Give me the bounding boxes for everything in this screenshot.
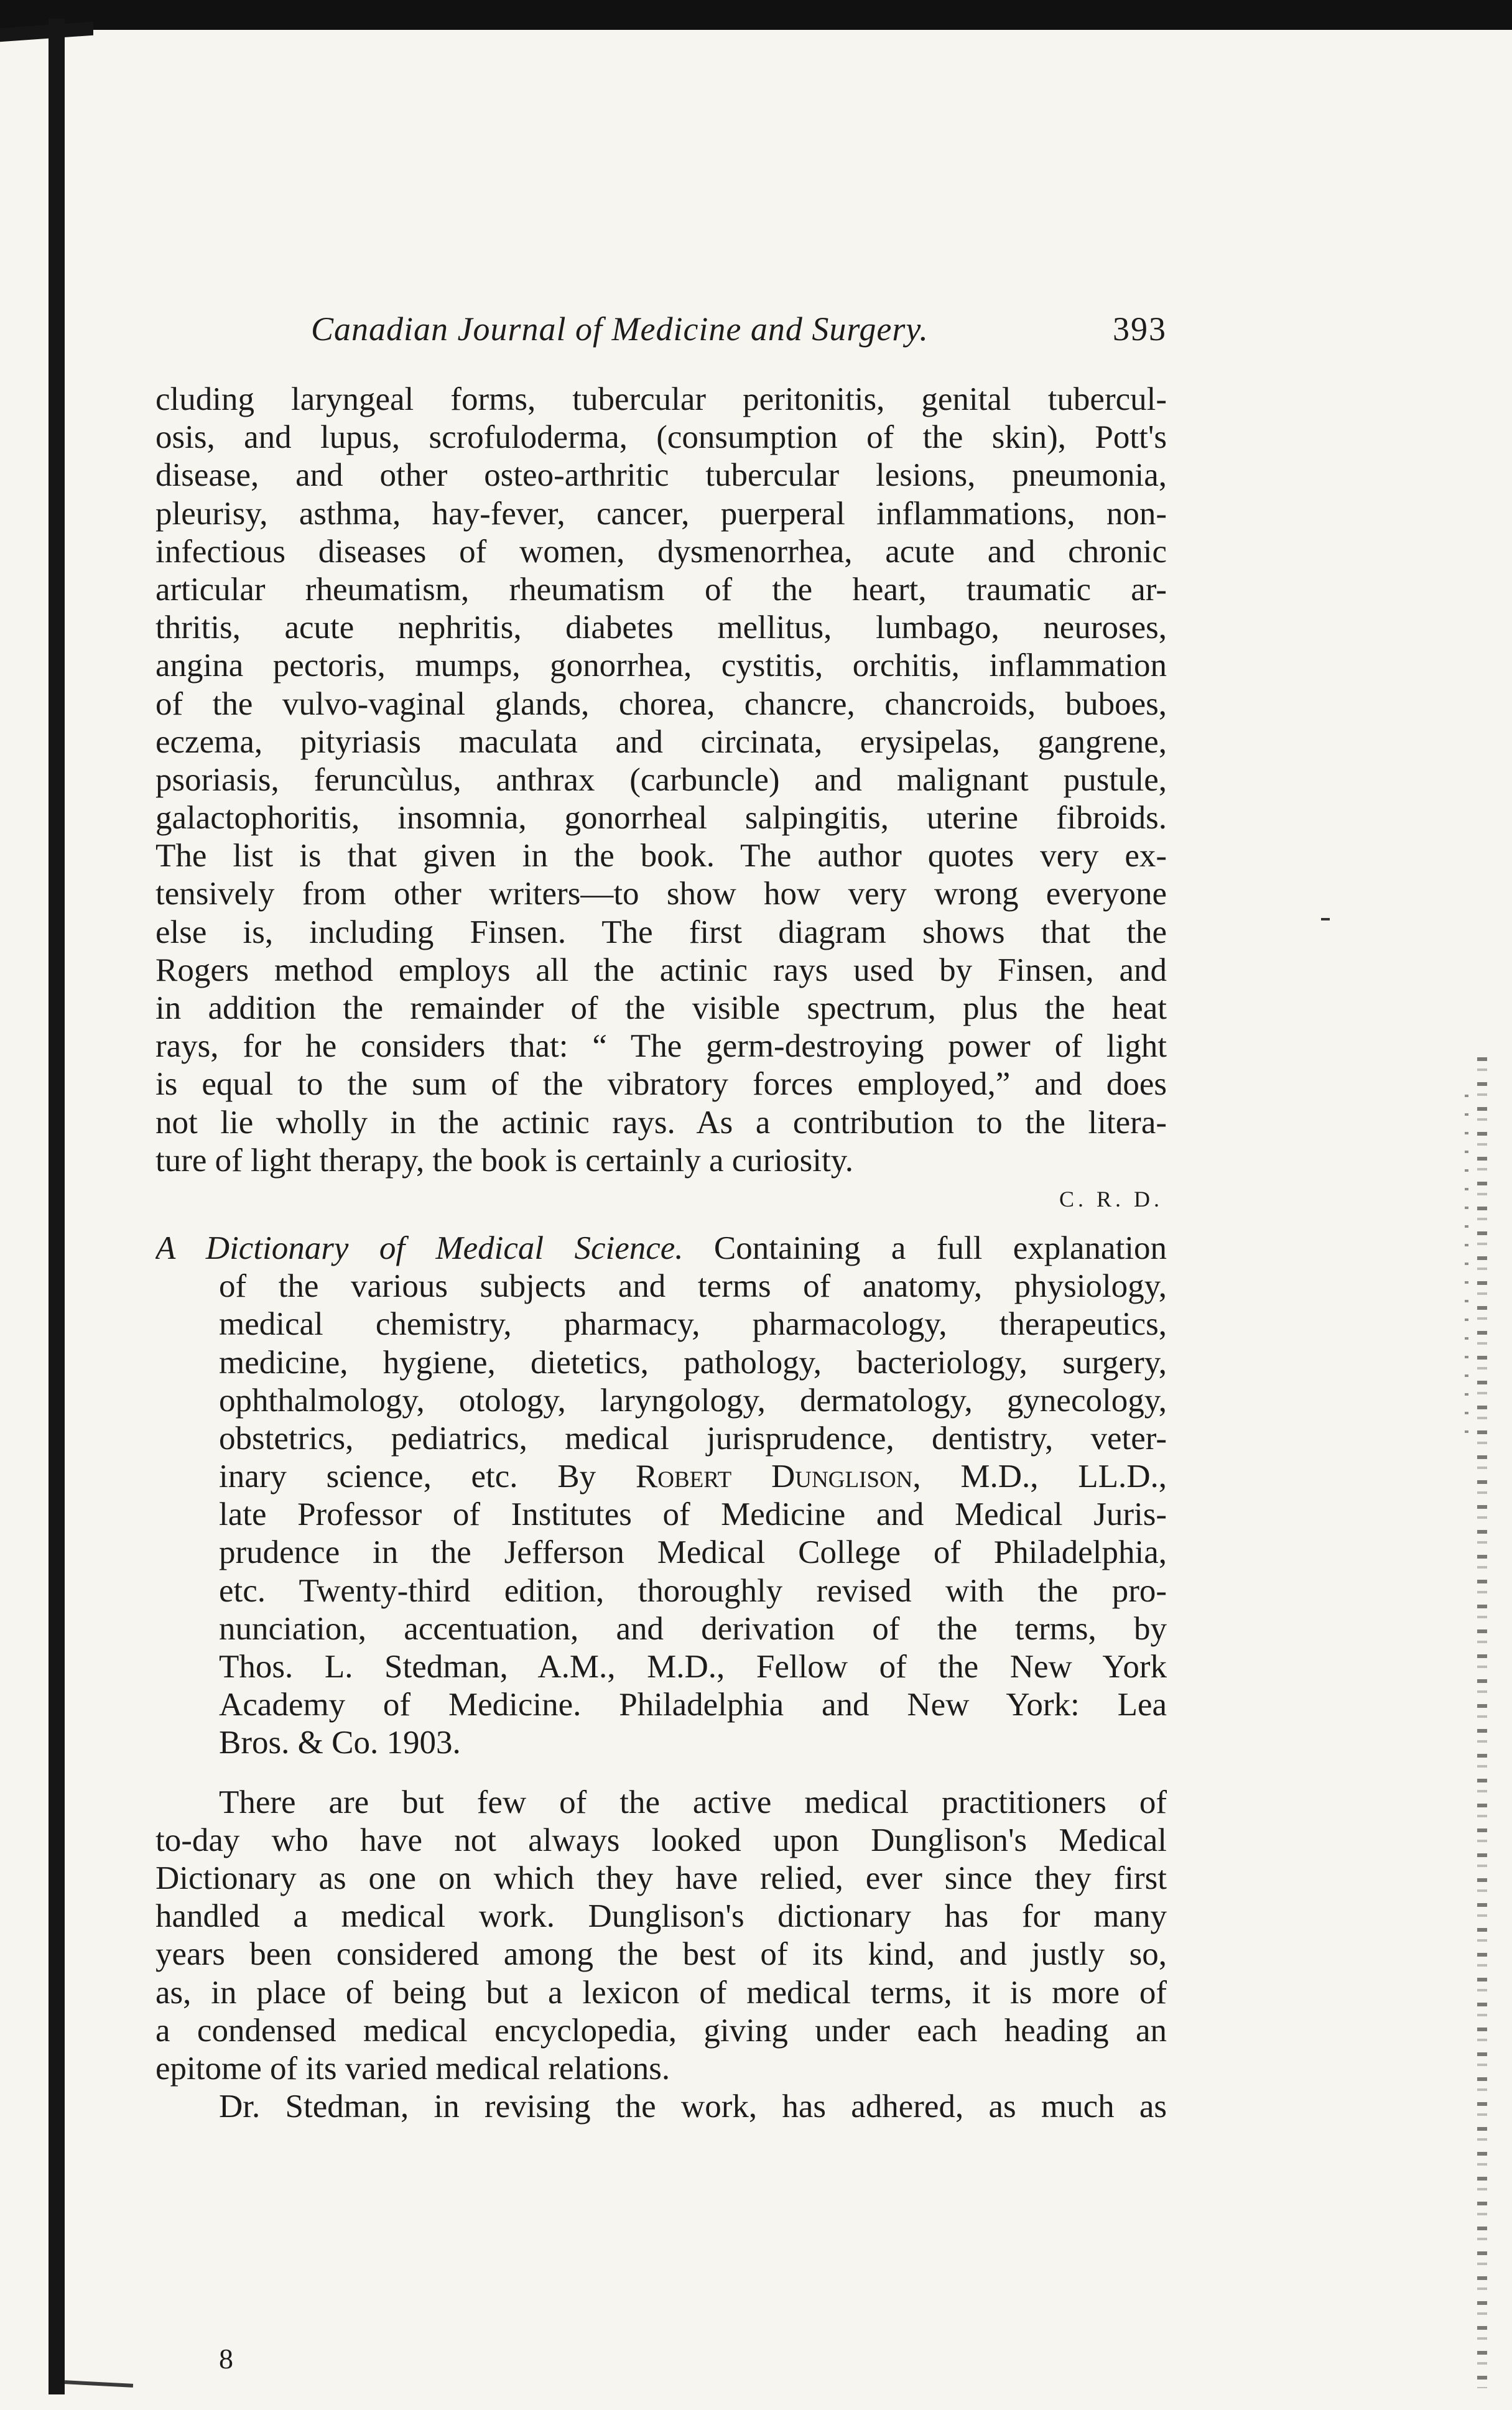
text-line: handled a medical work. Dunglison's dictionary has for many [155, 1898, 1167, 1935]
text-line: etc. Twenty-third edition, thoroughly revised with the pro- [219, 1572, 1167, 1609]
text-line: ophthalmology, otology, laryngology, dermatology, gynecology, [219, 1382, 1167, 1419]
text-line: prudence in the Jefferson Medical College of Philadelphia, [219, 1534, 1167, 1571]
scan-right-noise [1477, 1057, 1487, 2388]
running-header [155, 310, 1167, 353]
review-body [155, 1784, 1167, 2126]
text-line: of the various subjects and terms of anatomy, physiology, [219, 1268, 1167, 1305]
book-entry [155, 1230, 1167, 1763]
text-line: not lie wholly in the actinic rays. As a contribution to the litera- [155, 1104, 1167, 1141]
text-line: ture of light therapy, the book is certainly a curiosity. [155, 1142, 854, 1179]
text-line: as, in place of being but a lexicon of medical terms, it is more of [155, 1974, 1167, 2011]
text-line: eczema, pityriasis maculata and circinata, erysipelas, gangrene, [155, 723, 1167, 760]
text-line: thritis, acute nephritis, diabetes mellitus, lumbago, neuroses, [155, 609, 1167, 646]
text-line: epitome of its varied medical relations. [155, 2050, 670, 2087]
text-line: Bros. & Co. 1903. [219, 1725, 461, 1761]
author-name: Robert Dunglison [635, 1458, 913, 1495]
author-line [155, 1458, 1167, 1496]
text-line: tensively from other writers—to show how very wrong everyone [155, 876, 1167, 912]
book-title: A Dictionary of Medical Science. [155, 1230, 684, 1266]
reviewer-signature: C. R. D. [1059, 1186, 1163, 1212]
page-number: 393 [1113, 310, 1167, 348]
scan-top-border [0, 0, 1512, 30]
text-line: Rogers method employs all the actinic rays used by Finsen, and [155, 952, 1167, 988]
text-line: galactophoritis, insomnia, gonorrheal salpingitis, uterine fibroids. [155, 800, 1167, 837]
text-line: late Professor of Institutes of Medicine and Medical Juris- [219, 1496, 1167, 1533]
margin-mark [1321, 918, 1330, 920]
review-continuation [155, 381, 1167, 1218]
scan-bottom-mark [65, 2380, 133, 2388]
text-line: in addition the remainder of the visible spectrum, plus the heat [155, 990, 1167, 1026]
author-line-prefix: inary science, etc. By [219, 1458, 596, 1495]
text-line: else is, including Finsen. The first diagram shows that the [155, 914, 1167, 950]
text-line: Thos. L. Stedman, A.M., M.D., Fellow of the New York [219, 1649, 1167, 1685]
text-line: medicine, hygiene, dietetics, pathology, bacteriology, surgery, [219, 1344, 1167, 1381]
page-body [155, 381, 1167, 2126]
text-line: years been considered among the best of its kind, and justly so, [155, 1936, 1167, 1973]
text-line: infectious diseases of women, dysmenorrhea, acute and chronic [155, 533, 1167, 570]
text-line: There are but few of the active medical practitioners of [219, 1784, 1167, 1820]
text-line: angina pectoris, mumps, gonorrhea, cystitis, orchitis, inflammation [155, 647, 1167, 684]
text-line: Academy of Medicine. Philadelphia and New York: Lea [219, 1687, 1167, 1723]
text-line: Dr. Stedman, in revising the work, has adhered, as much as [219, 2088, 1167, 2125]
text-line: The list is that given in the book. The author quotes very ex- [155, 838, 1167, 874]
text-line: obstetrics, pediatrics, medical jurisprudence, dentistry, veter- [219, 1420, 1167, 1457]
text-line: pleurisy, asthma, hay-fever, cancer, puerperal inflammations, non- [155, 495, 1167, 532]
author-credentials: , M.D., LL.D., [912, 1458, 1167, 1495]
text-line: disease, and other osteo-arthritic tubercular lesions, pneumonia, [155, 457, 1167, 494]
scan-left-border [49, 19, 65, 2394]
text-line: rays, for he considers that: “ The germ-destroying power of light [155, 1028, 1167, 1065]
text-line: osis, and lupus, scrofuloderma, (consumption of the skin), Pott's [155, 419, 1167, 456]
text-line: a condensed medical encyclopedia, giving under each heading an [155, 2012, 1167, 2049]
text-line: articular rheumatism, rheumatism of the heart, traumatic ar- [155, 571, 1167, 608]
text-line: to-day who have not always looked upon Dunglison's Medical [155, 1822, 1167, 1858]
text-line: Dictionary as one on which they have relied, ever since they first [155, 1860, 1167, 1896]
text-line: medical chemistry, pharmacy, pharmacology, therapeutics, [219, 1306, 1167, 1343]
book-entry-text: Containing a full explanation [713, 1230, 1167, 1266]
text-line: cluding laryngeal forms, tubercular peritonitis, genital tubercul- [155, 381, 1167, 417]
journal-title: Canadian Journal of Medicine and Surgery. [311, 310, 929, 348]
text-line: nunciation, accentuation, and derivation of the terms, by [219, 1610, 1167, 1647]
text-line: of the vulvo-vaginal glands, chorea, chancre, chancroids, buboes, [155, 685, 1167, 722]
paragraph-spacer [155, 1763, 1167, 1784]
scan-right-noise-secondary [1465, 1095, 1468, 1443]
text-line: is equal to the sum of the vibratory forces employed,” and does [155, 1066, 1167, 1103]
book-entry-first-line [155, 1230, 1167, 1268]
signature-mark: 8 [219, 2343, 233, 2375]
text-line: psoriasis, feruncùlus, anthrax (carbuncle) and malignant pustule, [155, 761, 1167, 798]
